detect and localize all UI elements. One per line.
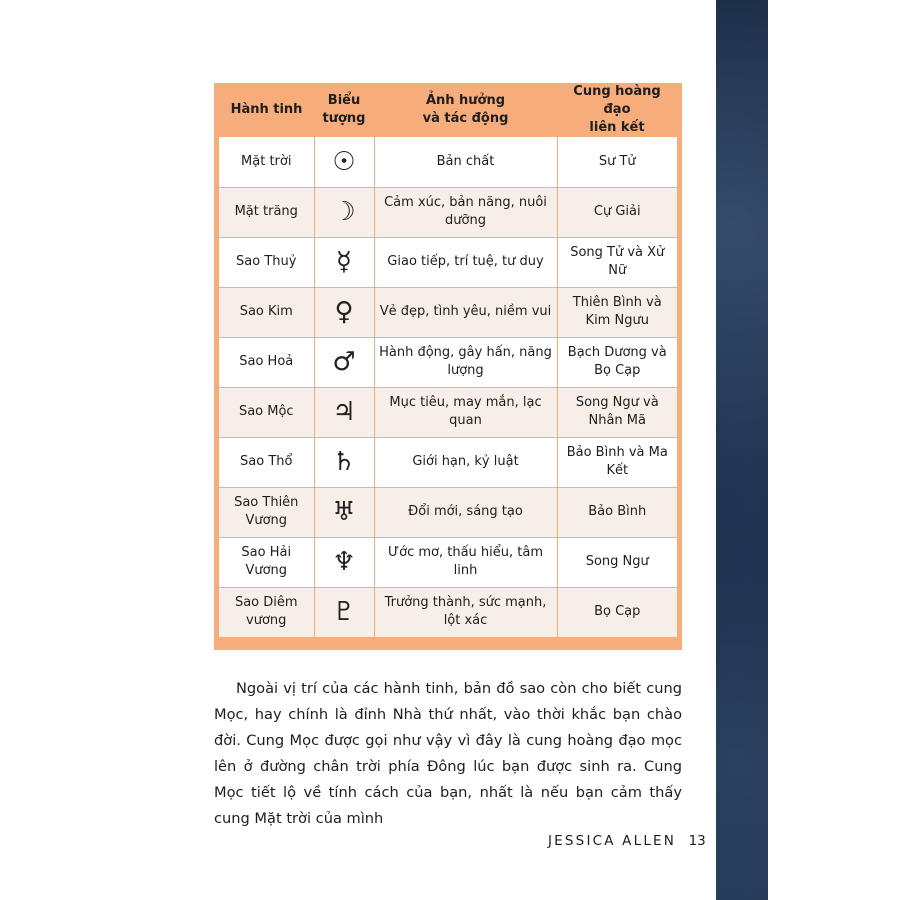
cell-influence: Giao tiếp, trí tuệ, tư duy [374, 237, 557, 287]
cell-planet: Mặt trăng [219, 187, 314, 237]
body-paragraph: Ngoài vị trí của các hành tinh, bản đồ sao còn cho biết cung Mọc, hay chính là đỉnh Nhà thứ nhất, vào thời khắc bạn chào đời. Cung Mọc được gọi như vậy vì đây là cung hoàng đạo mọc lên ở đường chân trời phía Đông lúc bạn được sinh ra. Cung Mọc tiết lộ về tính cách của bạn, nhất là nếu bạn cảm thấy cung Mặt trời của mình [214, 680, 682, 827]
cell-sign: Cự Giải [557, 187, 677, 237]
table-row [219, 337, 677, 387]
table-row [219, 237, 677, 287]
cell-planet: Sao Thổ [219, 437, 314, 487]
cell-sign: Thiên Bình và Kim Ngưu [557, 287, 677, 337]
table-row [219, 437, 677, 487]
cell-sign: Song Ngư và Nhân Mã [557, 387, 677, 437]
header-symbol: Biểu tượng [322, 93, 366, 126]
table-row [219, 487, 677, 537]
cell-planet: Mặt trời [219, 137, 314, 187]
table-row [219, 587, 677, 637]
cell-planet: Sao Hải Vương [219, 537, 314, 587]
neptune-symbol-icon: ♆ [314, 537, 374, 587]
cell-planet: Sao Thuỷ [219, 237, 314, 287]
cell-influence: Vẻ đẹp, tình yêu, niềm vui [374, 287, 557, 337]
table-row [219, 387, 677, 437]
uranus-symbol-icon: ♅ [314, 487, 374, 537]
cell-planet: Sao Kim [219, 287, 314, 337]
cell-sign: Sư Tử [557, 137, 677, 187]
cell-influence: Mục tiêu, may mắn, lạc quan [374, 387, 557, 437]
pluto-symbol-icon: ♇ [314, 587, 374, 637]
mars-symbol-icon: ♂ [314, 337, 374, 387]
header-influence: Ảnh hưởng và tác động [422, 93, 509, 126]
mercury-symbol-icon: ☿ [314, 237, 374, 287]
cell-sign: Song Ngư [557, 537, 677, 587]
cell-planet: Sao Hoả [219, 337, 314, 387]
header-planet: Hành tinh [230, 102, 303, 117]
planet-table-frame [214, 83, 682, 650]
jupiter-symbol-icon: ♃ [314, 387, 374, 437]
cell-planet: Sao Mộc [219, 387, 314, 437]
page-number: 13 [688, 833, 706, 849]
page-footer [548, 833, 706, 849]
cell-influence: Ước mơ, thấu hiểu, tâm linh [374, 537, 557, 587]
cell-influence: Cảm xúc, bản năng, nuôi dưỡng [374, 187, 557, 237]
footer-author: JESSICA ALLEN [548, 833, 677, 849]
table-row [219, 537, 677, 587]
table-row [219, 137, 677, 187]
table-row [219, 287, 677, 337]
cell-influence: Hành động, gây hấn, năng lượng [374, 337, 557, 387]
cell-sign: Bạch Dương và Bọ Cạp [557, 337, 677, 387]
cell-sign: Song Tử và Xử Nữ [557, 237, 677, 287]
moon-symbol-icon: ☽ [314, 187, 374, 237]
sun-symbol-icon: ☉ [314, 137, 374, 187]
table-header-row [219, 83, 677, 137]
cell-sign: Bảo Bình và Ma Kết [557, 437, 677, 487]
cell-influence: Đổi mới, sáng tạo [374, 487, 557, 537]
cell-influence: Trưởng thành, sức mạnh, lột xác [374, 587, 557, 637]
page-edge-texture [716, 0, 768, 900]
table-row [219, 187, 677, 237]
cell-planet: Sao Thiên Vương [219, 487, 314, 537]
table-body [219, 137, 677, 637]
planet-table [219, 83, 677, 638]
venus-symbol-icon: ♀ [314, 287, 374, 337]
cell-influence: Bản chất [374, 137, 557, 187]
cell-sign: Bảo Bình [557, 487, 677, 537]
cell-planet: Sao Diêm vương [219, 587, 314, 637]
cell-sign: Bọ Cạp [557, 587, 677, 637]
header-sign: Cung hoàng đạo liên kết [573, 84, 661, 135]
saturn-symbol-icon: ♄ [314, 437, 374, 487]
cell-influence: Giới hạn, kỷ luật [374, 437, 557, 487]
